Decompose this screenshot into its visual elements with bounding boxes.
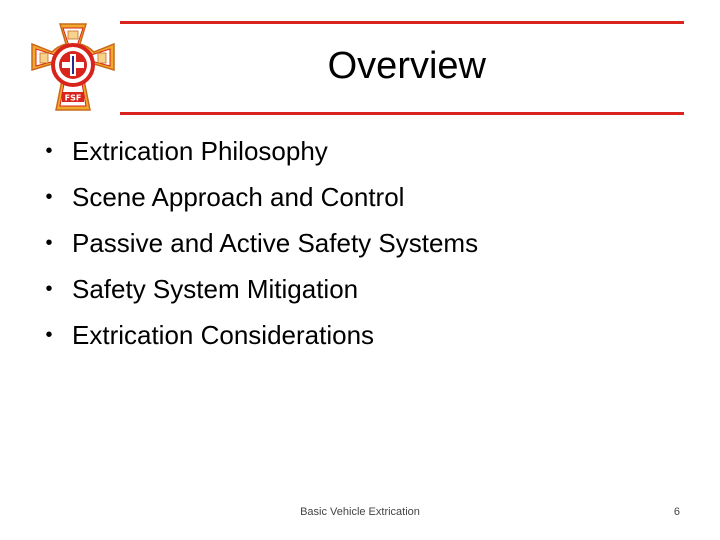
slide-footer: Basic Vehicle Extrication — [300, 506, 420, 518]
slide-title: Overview — [327, 45, 486, 87]
bullet-text: Extrication Philosophy — [72, 136, 328, 166]
title-rule-bottom — [120, 112, 684, 115]
logo-text: FSF — [64, 93, 82, 103]
bullet-dot-icon: • — [45, 232, 53, 254]
bullet-dot-icon: • — [45, 140, 53, 162]
title-rule-top — [120, 21, 684, 24]
page-number: 6 — [673, 506, 680, 518]
bullet-dot-icon: • — [45, 186, 53, 208]
bullet-dot-icon: • — [45, 278, 53, 300]
bullet-text: Extrication Considerations — [72, 320, 375, 350]
maltese-cross-fire-emblem-icon — [28, 22, 118, 112]
bullet-text: Passive and Active Safety Systems — [72, 228, 479, 258]
bullet-dot-icon: • — [45, 324, 53, 346]
bullet-text: Scene Approach and Control — [72, 182, 405, 212]
bullet-text: Safety System Mitigation — [72, 274, 359, 304]
